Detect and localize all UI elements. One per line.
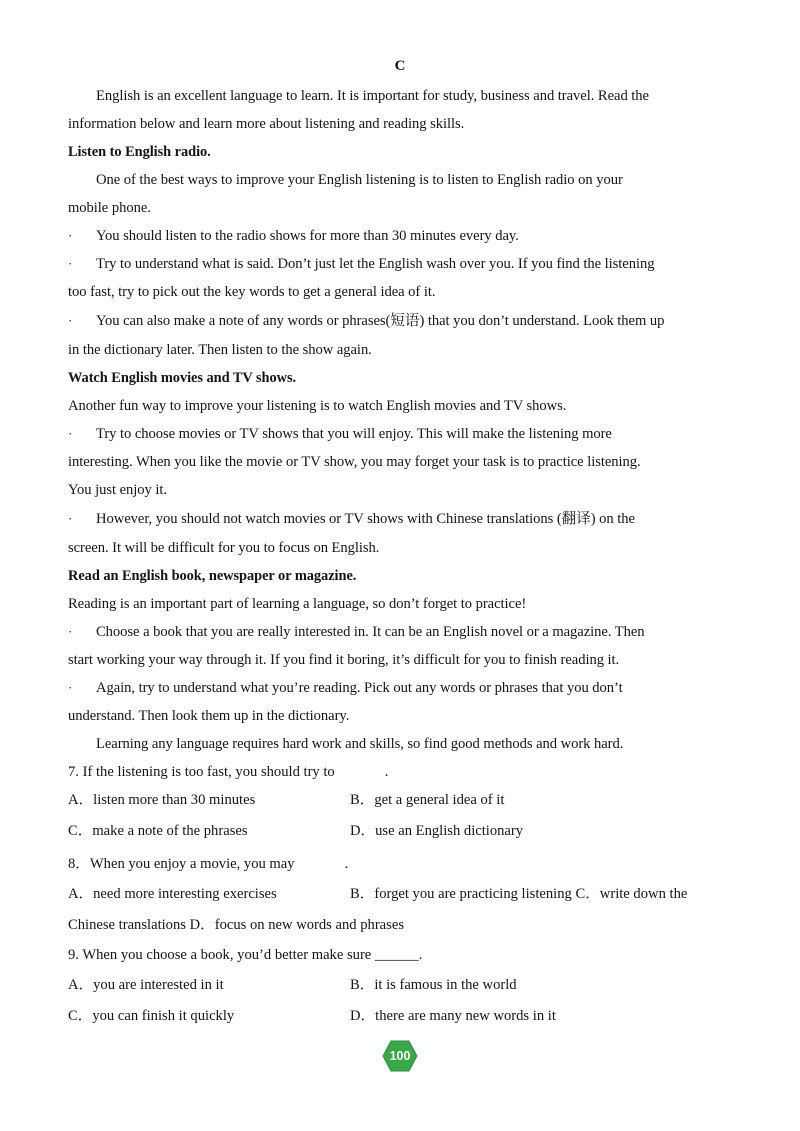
section-2-bullet-2-line-1: However, you should not watch movies or TV shows with Chinese translations (翻译) on the <box>96 511 635 527</box>
bullet-marker: · <box>68 511 73 526</box>
bullet-marker: · <box>68 313 73 328</box>
bullet-marker: · <box>68 256 73 271</box>
page-number: 100 <box>389 1049 411 1063</box>
section-2-bullet-1-line-2: interesting. When you like the movie or TV show, you may forget your task is to practice listening. <box>68 454 641 470</box>
section-3-bullet-2-line-1: Again, try to understand what you’re reading. Pick out any words or phrases that you don’t <box>96 680 623 696</box>
intro-line-1: English is an excellent language to learn. It is important for study, business and travel. Read the <box>96 88 649 104</box>
section-3-bullet-1-line-1: Choose a book that you are really interested in. It can be an English novel or a magazine. Then <box>96 624 645 640</box>
section-2-bullet-2-line-2: screen. It will be difficult for you to focus on English. <box>68 540 380 556</box>
question-9-option-d[interactable]: D．there are many new words in it <box>350 1008 556 1024</box>
section-2-bullet-1-line-3: You just enjoy it. <box>68 482 167 498</box>
passage-heading: C <box>394 58 406 74</box>
section-1-bullet-3-line-1: You can also make a note of any words or phrases(短语) that you don’t understand. Look them up <box>96 313 665 329</box>
section-1-title: Listen to English radio. <box>68 144 211 160</box>
section-3-bullet-2-line-2: understand. Then look them up in the dictionary. <box>68 708 350 724</box>
question-7-option-d[interactable]: D．use an English dictionary <box>350 823 524 839</box>
closing-paragraph: Learning any language requires hard work and skills, so find good methods and work hard. <box>96 736 624 752</box>
section-2-paragraph: Another fun way to improve your listening is to watch English movies and TV shows. <box>68 398 567 414</box>
page-number-badge <box>382 1040 418 1072</box>
section-3-paragraph: Reading is an important part of learning a language, so don’t forget to practice! <box>68 596 527 612</box>
section-3-bullet-1-line-2: start working your way through it. If you find it boring, it’s difficult for you to finish reading it. <box>68 652 620 668</box>
question-8-text: 8．When you enjoy a movie, you may <box>68 856 295 872</box>
section-1-paragraph-line-1: One of the best ways to improve your English listening is to listen to English radio on your <box>96 172 623 188</box>
intro-line-2: information below and learn more about listening and reading skills. <box>68 116 465 132</box>
section-1-bullet-2-line-1: Try to understand what is said. Don’t just let the English wash over you. If you find the listening <box>96 256 655 272</box>
question-9-stem <box>68 946 422 964</box>
question-7-option-b[interactable]: B．get a general idea of it <box>350 792 505 808</box>
question-8-period: . <box>344 856 349 872</box>
question-8-option-b-c[interactable]: B．forget you are practicing listening C．write down the <box>350 886 688 902</box>
bullet-marker: · <box>68 228 73 243</box>
section-2-title: Watch English movies and TV shows. <box>68 370 297 386</box>
section-3-title: Read an English book, newspaper or magazine. <box>68 568 357 584</box>
question-9-option-c[interactable]: C．you can finish it quickly <box>68 1008 235 1024</box>
question-9-option-b[interactable]: B．it is famous in the world <box>350 977 517 993</box>
bullet-marker: · <box>68 624 73 639</box>
section-2-bullet-1-line-1: Try to choose movies or TV shows that you will enjoy. This will make the listening more <box>96 426 612 442</box>
section-1-bullet-2-line-2: too fast, try to pick out the key words to get a general idea of it. <box>68 284 436 300</box>
question-7-text: 7. If the listening is too fast, you should try to <box>68 764 335 780</box>
question-9-text: 9. When you choose a book, you’d better make sure <box>68 947 372 963</box>
question-8-option-a[interactable]: A．need more interesting exercises <box>68 886 277 902</box>
question-7-option-a[interactable]: A．listen more than 30 minutes <box>68 792 256 808</box>
question-8-stem <box>68 855 348 873</box>
question-7-option-c[interactable]: C．make a note of the phrases <box>68 823 248 839</box>
section-1-bullet-1: You should listen to the radio shows for more than 30 minutes every day. <box>96 228 519 244</box>
question-7-stem <box>68 763 388 781</box>
bullet-marker: · <box>68 680 73 695</box>
bullet-marker: · <box>68 426 73 441</box>
question-7-period: . <box>384 764 389 780</box>
section-1-bullet-3-line-2: in the dictionary later. Then listen to the show again. <box>68 342 372 358</box>
section-1-paragraph-line-2: mobile phone. <box>68 200 151 216</box>
question-9-option-a[interactable]: A．you are interested in it <box>68 977 224 993</box>
question-9-blank: ______. <box>374 947 423 963</box>
question-8-option-c-d[interactable]: Chinese translations D．focus on new words and phrases <box>68 917 404 933</box>
